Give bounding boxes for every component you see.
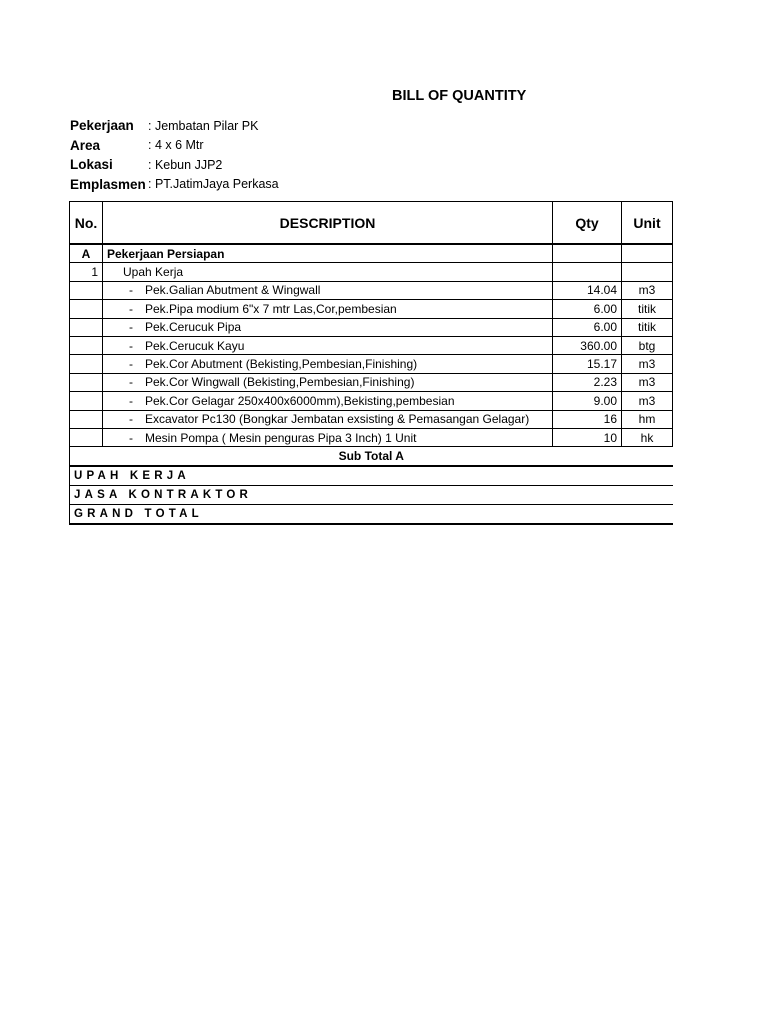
boq-table <box>69 201 673 525</box>
project-info <box>70 116 279 194</box>
summary-row-jasa-kontraktor <box>70 486 673 505</box>
summary-jasa-kontraktor: JASA KONTRAKTOR <box>70 486 673 505</box>
cell-description <box>103 355 553 373</box>
item-description: Pek.Cor Gelagar 250x400x6000mm),Bekisting,pembesian <box>145 393 455 408</box>
table-row <box>70 300 673 318</box>
group-row <box>70 263 673 281</box>
item-description: Mesin Pompa ( Mesin penguras Pipa 3 Inch) 1 Unit <box>145 430 417 445</box>
cell-description <box>103 373 553 391</box>
info-value: : PT.JatimJaya Perkasa <box>148 177 279 192</box>
info-row-emplasmen <box>70 175 279 195</box>
cell-qty: 16 <box>553 410 622 428</box>
cell-unit: m3 <box>622 392 673 410</box>
group-title: Upah Kerja <box>103 263 553 281</box>
table-row <box>70 410 673 428</box>
summary-grand-total: GRAND TOTAL <box>70 505 673 525</box>
section-no: A <box>70 244 103 263</box>
table-header-row <box>70 202 673 245</box>
summary-row-grand-total <box>70 505 673 525</box>
table-row <box>70 318 673 336</box>
summary-upah-kerja: UPAH KERJA <box>70 466 673 486</box>
bullet: - <box>129 320 133 335</box>
bullet: - <box>129 338 133 353</box>
section-title: Pekerjaan Persiapan <box>103 244 553 263</box>
header-no: No. <box>70 202 103 245</box>
cell-no <box>70 410 103 428</box>
cell-no <box>70 300 103 318</box>
cell-description <box>103 281 553 299</box>
table-row <box>70 392 673 410</box>
cell-qty: 360.00 <box>553 336 622 354</box>
cell-no <box>70 281 103 299</box>
cell-unit: m3 <box>622 373 673 391</box>
cell-description <box>103 300 553 318</box>
cell-unit <box>622 263 673 281</box>
item-description: Pek.Pipa modium 6"x 7 mtr Las,Cor,pembesian <box>145 301 397 316</box>
cell-qty: 9.00 <box>553 392 622 410</box>
cell-qty <box>553 263 622 281</box>
info-label: Pekerjaan <box>70 118 134 134</box>
subtotal-row <box>70 447 673 467</box>
info-label: Area <box>70 137 101 153</box>
table-row <box>70 355 673 373</box>
bullet: - <box>129 393 133 408</box>
table-row <box>70 373 673 391</box>
bullet: - <box>129 430 133 445</box>
info-label: Lokasi <box>70 157 113 173</box>
cell-no <box>70 355 103 373</box>
cell-qty: 14.04 <box>553 281 622 299</box>
cell-description <box>103 428 553 446</box>
item-description: Pek.Cerucuk Kayu <box>145 338 245 353</box>
subtotal-label: Sub Total A <box>70 447 673 467</box>
cell-description <box>103 336 553 354</box>
cell-no <box>70 428 103 446</box>
group-no: 1 <box>70 263 103 281</box>
cell-no <box>70 318 103 336</box>
info-value: : Jembatan Pilar PK <box>148 118 259 133</box>
item-description: Pek.Cor Abutment (Bekisting,Pembesian,Finishing) <box>145 357 418 372</box>
cell-unit: titik <box>622 318 673 336</box>
cell-qty: 15.17 <box>553 355 622 373</box>
bullet: - <box>129 357 133 372</box>
cell-unit: hm <box>622 410 673 428</box>
info-label: Emplasmen <box>70 176 146 192</box>
cell-unit: m3 <box>622 281 673 299</box>
cell-unit: hk <box>622 428 673 446</box>
info-value: : 4 x 6 Mtr <box>148 138 204 153</box>
header-qty: Qty <box>553 202 622 245</box>
cell-no <box>70 336 103 354</box>
table-row <box>70 336 673 354</box>
header-description: DESCRIPTION <box>103 202 553 245</box>
info-value: : Kebun JJP2 <box>148 157 223 172</box>
cell-qty: 6.00 <box>553 300 622 318</box>
table-row <box>70 281 673 299</box>
cell-unit <box>622 244 673 263</box>
bullet: - <box>129 283 133 298</box>
bullet: - <box>129 412 133 427</box>
info-row-pekerjaan <box>70 116 279 136</box>
document-title: BILL OF QUANTITY <box>392 88 527 104</box>
cell-unit: btg <box>622 336 673 354</box>
info-row-lokasi <box>70 155 279 175</box>
cell-unit: m3 <box>622 355 673 373</box>
summary-row-upah-kerja <box>70 466 673 486</box>
header-unit: Unit <box>622 202 673 245</box>
cell-qty <box>553 244 622 263</box>
cell-no <box>70 373 103 391</box>
info-row-area <box>70 136 279 156</box>
cell-qty: 10 <box>553 428 622 446</box>
cell-qty: 6.00 <box>553 318 622 336</box>
item-description: Pek.Cerucuk Pipa <box>145 320 242 335</box>
cell-qty: 2.23 <box>553 373 622 391</box>
section-row <box>70 244 673 263</box>
bullet: - <box>129 375 133 390</box>
cell-no <box>70 392 103 410</box>
item-description: Pek.Cor Wingwall (Bekisting,Pembesian,Finishing) <box>145 375 415 390</box>
bullet: - <box>129 301 133 316</box>
item-description: Excavator Pc130 (Bongkar Jembatan exsisting & Pemasangan Gelagar) <box>145 412 530 427</box>
cell-description <box>103 410 553 428</box>
table-row <box>70 428 673 446</box>
cell-description <box>103 318 553 336</box>
cell-description <box>103 392 553 410</box>
item-description: Pek.Galian Abutment & Wingwall <box>145 283 321 298</box>
cell-unit: titik <box>622 300 673 318</box>
